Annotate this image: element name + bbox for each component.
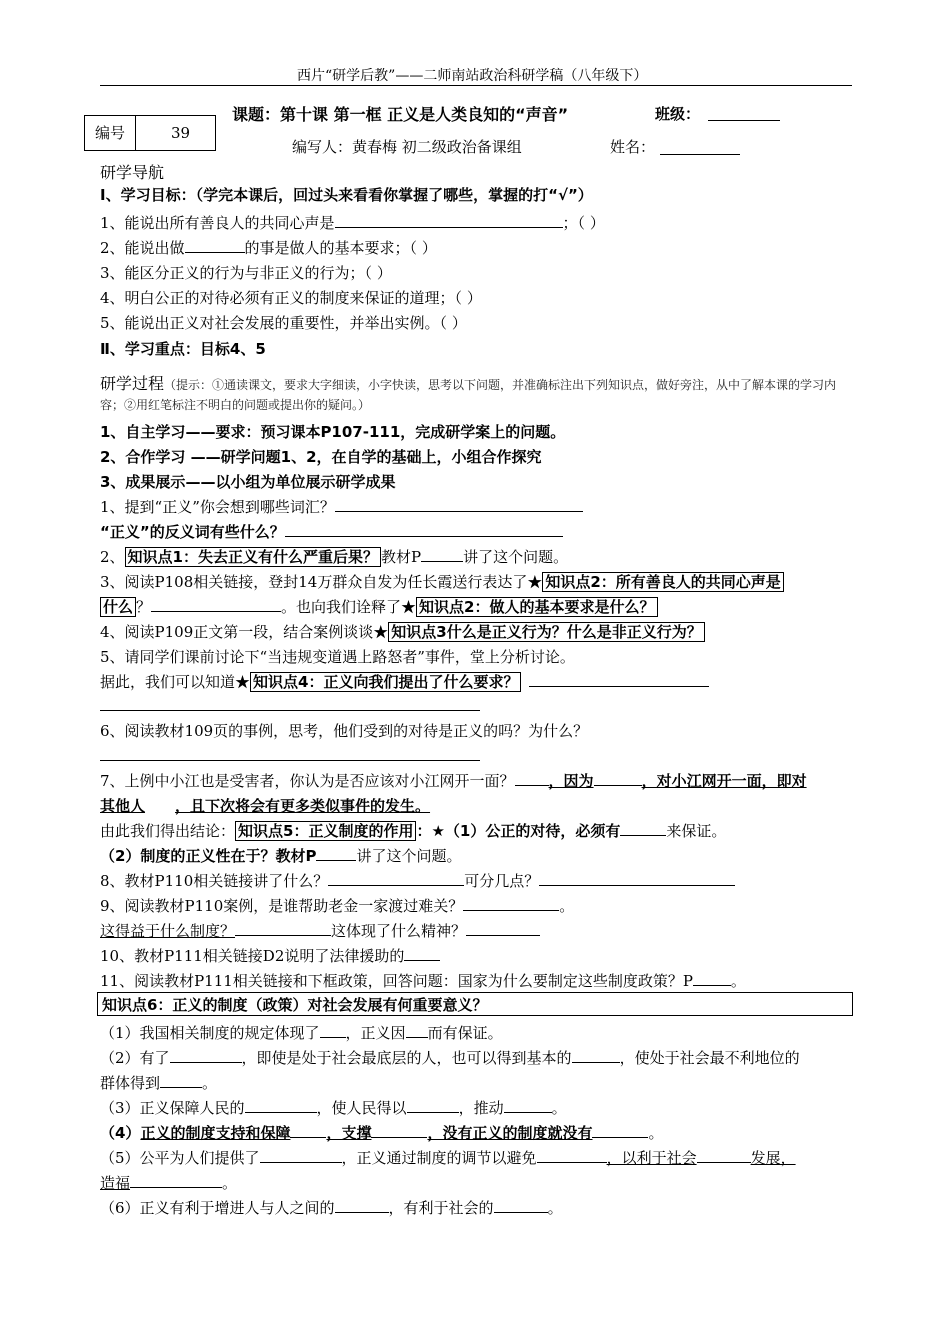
question-3: 3、阅读P108相关链接，登封14万群众自发为任长霞送行表达了★ 知识点2：所有善良人的共同心声是 — [100, 572, 784, 592]
knowledge-point-1: 知识点1：失去正义有什么严重后果？ — [125, 547, 381, 567]
conclusion: 由此我们得出结论： 知识点5：正义制度的作用 ：★（1）公正的对待，必须有 来保证。 — [100, 822, 727, 840]
answer-line-6[interactable] — [100, 760, 480, 761]
process-title: 研学过程 — [100, 374, 165, 393]
point-5: （5）公平为人们提供了 ，正义通过制度的调节以避免 ，以利于社会 发展， — [100, 1149, 796, 1167]
question-6: 6、阅读教材109页的事例，思考，他们受到的对待是正义的吗？为什么？ — [100, 722, 589, 740]
point-4: （4）正义的制度支持和保障 ，支撑 ，没有正义的制度就没有 。 — [100, 1124, 664, 1142]
process-hint: （提示：①通读课文，要求大字细读，小字快读，思考以下问题，并准确标注出下列知识点，做好旁注，从中了解本课的学习内容；②用红笔标注不明白的问题或提出你的疑问。） — [100, 378, 837, 412]
knowledge-point-4: 知识点4：正义向我们提出了什么要求？ — [250, 672, 521, 692]
id-value: 39 — [171, 124, 191, 142]
id-label: 编号 — [95, 124, 126, 142]
question-5b: 据此，我们可以知道★ 知识点4：正义向我们提出了什么要求？ — [100, 672, 709, 692]
point-3: （3）正义保障人民的 ，使人民得以 ，推动 。 — [100, 1099, 567, 1117]
header-rule — [100, 85, 852, 86]
name-label: 姓名： — [610, 138, 656, 156]
question-11: 11、阅读教材P111相关链接和下框政策，回答问题：国家为什么要制定这些制度政策？P 。 — [100, 972, 746, 990]
goal-3: 3、能区分正义的行为与非正义的行为；（ ） — [100, 264, 392, 282]
question-5: 5、请同学们课前讨论下“当违规变道遇上路怒者”事件，堂上分析讨论。 — [100, 648, 575, 666]
question-7: 7、上例中小江也是受害者，你认为是否应该对小江网开一面？ ，因为 ，对小江网开一面，即对 — [100, 772, 807, 790]
knowledge-point-5: 知识点5：正义制度的作用 — [235, 821, 416, 841]
question-3b: 什么 ？ 。也向我们诠释了★ 知识点2：做人的基本要求是什么？ — [100, 597, 658, 617]
step-2: 2、合作学习 ——研学问题1、2，在自学的基础上，小组合作探究 — [100, 448, 542, 466]
focus-line: Ⅱ、学习重点：目标4、5 — [100, 340, 266, 358]
lesson-title: 课题：第十课 第一框 正义是人类良知的“声音” — [232, 105, 569, 124]
question-8: 8、教材P110相关链接讲了什么？ 可分几点？ — [100, 871, 735, 891]
process-section — [100, 371, 852, 414]
step-3: 3、成果展示——以小组为单位展示研学成果 — [100, 473, 396, 491]
question-1b: “正义”的反义词有些什么？ — [100, 522, 563, 542]
question-10: 10、教材P111相关链接D2说明了法律援助的 — [100, 946, 440, 966]
point-2: （2）有了 ，即使是处于社会最底层的人，也可以得到基本的 ，使处于社会最不利地位的 — [100, 1049, 800, 1067]
nav-title: 研学导航 — [100, 163, 165, 182]
step-1: 1、自主学习——要求：预习课本P107-111，完成研学案上的问题。 — [100, 423, 566, 441]
page-header: 西片“研学后教”——二师南站政治科研学稿（八年级下） — [297, 68, 648, 84]
name-field[interactable] — [660, 140, 740, 155]
conclusion-2: （2）制度的正义性在于？教材P 讲了这个问题。 — [100, 847, 462, 865]
goals-title: Ⅰ、学习目标：（学完本课后，回过头来看看你掌握了哪些，掌握的打“√”） — [100, 186, 593, 204]
point-2b: 群体得到 。 — [100, 1074, 218, 1092]
answer-line-5[interactable] — [100, 710, 480, 711]
class-field[interactable] — [708, 106, 780, 121]
author-line: 编写人：黄春梅 初二级政治备课组 — [292, 138, 522, 156]
id-box — [84, 115, 216, 151]
question-9b: 这得益于什么制度？ 这体现了什么精神？ — [100, 921, 540, 941]
question-9: 9、阅读教材P110案例，是谁帮助老金一家渡过难关？ 。 — [100, 897, 575, 915]
class-label: 班级： — [655, 105, 701, 123]
knowledge-point-2b: 知识点2：做人的基本要求是什么？ — [416, 597, 657, 617]
point-6: （6）正义有利于增进人与人之间的 ，有利于社会的 。 — [100, 1199, 563, 1217]
knowledge-point-2: 知识点2：所有善良人的共同心声是 — [542, 572, 783, 592]
goal-2: 2、能说出做 的事是做人的基本要求；（ ） — [100, 239, 437, 257]
question-1: 1、提到“正义”你会想到哪些词汇？ — [100, 497, 583, 517]
knowledge-point-3: 知识点3什么是正义行为？什么是非正义行为？ — [388, 622, 704, 642]
question-4: 4、阅读P109正文第一段，结合案例谈谈★ 知识点3什么是正义行为？什么是非正义行为？ — [100, 622, 705, 642]
question-2: 2、 知识点1：失去正义有什么严重后果？ 教材P 讲了这个问题。 — [100, 548, 569, 566]
point-5b: 造福 。 — [100, 1174, 238, 1192]
knowledge-point-6: 知识点6：正义的制度（政策）对社会发展有何重要意义？ — [97, 992, 853, 1016]
goal-4: 4、明白公正的对待必须有正义的制度来保证的道理；（ ） — [100, 289, 482, 307]
goal-1: 1、能说出所有善良人的共同心声是 ；（ ） — [100, 214, 605, 232]
point-1: （1）我国相关制度的规定体现了 ，正义因 而有保证。 — [100, 1024, 503, 1042]
question-7b: 其他人 ，且下次将会有更多类似事件的发生。 — [100, 797, 431, 815]
goal-5: 5、能说出正义对社会发展的重要性，并举出实例。（ ） — [100, 314, 467, 332]
